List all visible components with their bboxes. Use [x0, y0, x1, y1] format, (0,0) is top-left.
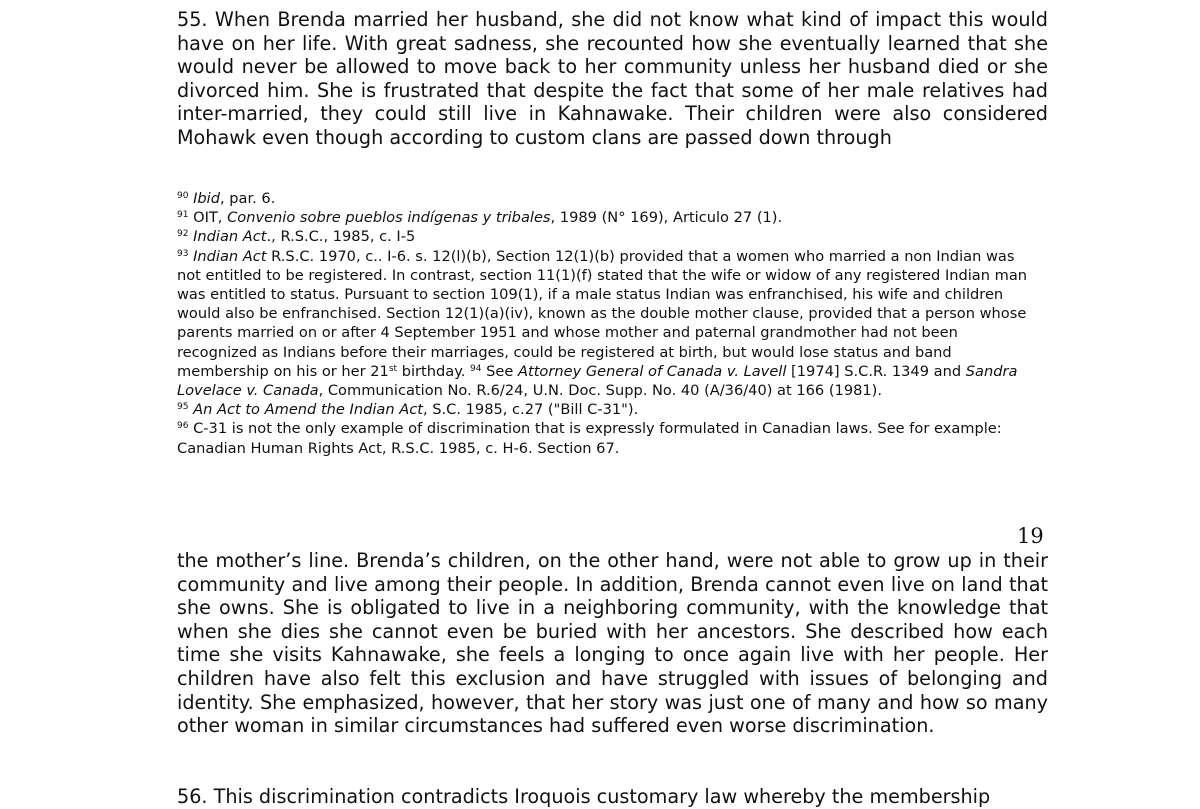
paragraph-55-continued: [177, 549, 1048, 738]
footnote-93: [177, 247, 1037, 401]
footnote-91: [177, 208, 1037, 227]
footnote-text: , S.C. 1985, c.27 ("Bill C-31").: [422, 401, 639, 419]
citation-title: Indian Act: [193, 247, 267, 265]
paragraph-text: When Brenda married her husband, she did not know what kind of impact this would have on her life. With great sadness, she recounted how she eventually learned that she would never be allowed to move back to her community unless her husband died or she divorced him. She is frustrated that despite the fact that some of her male relatives had inter-married, they could still live in Kahnawake. Their children were also considered Mohawk even though according to custom clans are passed down through: [177, 8, 1048, 149]
footnote-text: ., R.S.C., 1985, c. I-5: [266, 228, 416, 246]
paragraph-text: This discrimination contradicts Iroquois customary law whereby the membership: [213, 785, 991, 808]
footnote-text: R.S.C. 1970, c.. I-6. s. 12(l)(b), Section 12(1)(b) provided that a women who married a non Indian was not entitled to be registered. In contrast, section 11(1)(f) stated that the wife or widow of any registered Indian man was entitled to status. Pursuant to section 109(1), if a male status Indian was enfranchised, his wife and children would also be enfranchised. Section 12(1)(a)(iv), known as the double mother clause, provided that a person whose parents married on or after 4 September 1951 and whose mother and paternal grandmother had not been recognized as Indians before their marriages, could be registered at birth, but would lose status and band membership on his or her 21: [177, 247, 1028, 380]
paragraph-55: [177, 8, 1048, 150]
footnote-number: 93: [177, 248, 189, 259]
citation-title: An Act to Amend the Indian Act: [193, 401, 423, 419]
footnote-number: 96: [177, 421, 189, 432]
footnote-96: [177, 419, 1037, 457]
citation-title: Sandra Lovelace v. Canada: [177, 362, 1018, 400]
citation-title: Ibid: [193, 190, 220, 207]
page-number: 19: [1017, 524, 1044, 548]
footnote-number-94: 94: [470, 363, 482, 374]
footnote-text: birthday.: [397, 362, 471, 380]
footnote-text: , 1989 (N° 169), Articulo 27 (1).: [550, 209, 783, 227]
footnotes: [177, 189, 1037, 458]
footnote-text: See: [486, 362, 518, 380]
paragraph-text: the mother’s line. Brenda’s children, on the other hand, were not able to grow up in their community and live among their people. In addition, Brenda cannot even live on land that she owns. She is obligated to live in a neighboring community, with the knowledge that when she dies she cannot even be buried with her ancestors. She described how each time she visits Kahnawake, she feels a longing to once again live with her people. Her children have also felt this exclusion and have struggled with issues of belonging and identity. She emphasized, however, that her story was just one of many and how so many other woman in similar circumstances had suffered even worse discrimination.: [177, 549, 1048, 738]
footnote-text: C-31 is not the only example of discrimination that is expressly formulated in Canadian laws. See for example: Canadian Human Rights Act, R.S.C. 1985, c. H-6. Section 67.: [177, 420, 1002, 457]
ordinal-suffix: st: [388, 363, 398, 374]
citation-title: Attorney General of Canada v. Lavell: [518, 362, 787, 380]
footnote-90: [177, 189, 1037, 208]
paragraph-number: 55.: [177, 8, 208, 31]
footnote-number: 91: [177, 210, 189, 221]
footnote-text: , Communication No. R.6/24, U.N. Doc. Supp. No. 40 (A/36/40) at 166 (1981).: [318, 382, 883, 400]
paragraph-number: 56.: [177, 785, 208, 808]
footnote-95: [177, 400, 1037, 419]
footnote-text: OIT,: [193, 209, 228, 227]
citation-title: Indian Act: [193, 228, 267, 246]
footnote-number: 90: [177, 191, 189, 201]
footnote-92: [177, 227, 1037, 246]
footnote-text: [1974] S.C.R. 1349 and: [786, 362, 966, 380]
paragraph-56: [177, 785, 1048, 809]
footnote-text: , par. 6.: [219, 190, 276, 207]
citation-title: Convenio sobre pueblos indígenas y tribales: [227, 209, 551, 227]
footnote-number: 95: [177, 402, 189, 413]
footnote-number: 92: [177, 229, 189, 240]
